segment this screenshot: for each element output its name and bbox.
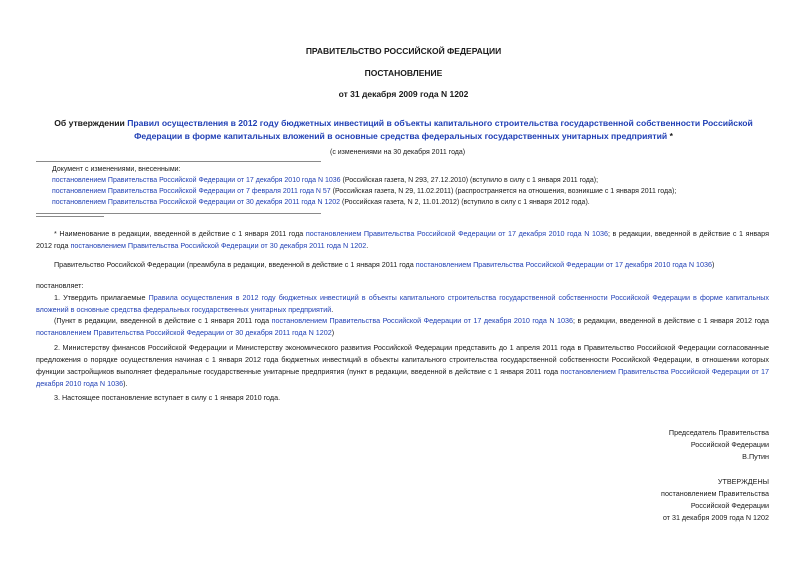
doc-type-heading: ПОСТАНОВЛЕНИЕ [364, 68, 443, 78]
footnote-rule [36, 216, 104, 217]
title-suffix: * [667, 131, 673, 141]
footnote: * Наименование в редакции, введенной в действие с 1 января 2011 года постановлением Правительства Российской Федерации от 17 декабря 2010 года N 1036; в редакции, введенной в действие с 1 января 2012 года постановлением Правительства Российской Федерации от 30 декабря 2011 года N 1202. [36, 229, 769, 250]
approval-date: от 31 декабря 2009 года N 1202 [662, 513, 769, 522]
amendment-note: (с изменениями на 30 декабря 2011 года) [330, 149, 466, 156]
signature-title: Председатель Правительства [668, 428, 769, 437]
preamble: Правительство Российской Федерации (преамбула в редакции, введенной в действие с 1 января 2011 года постановлением Правительства Российской Федерации от 17 декабря 2010 года N 1036) [54, 260, 715, 269]
changes-item-link[interactable]: постановлением Правительства Российской Федерации от 30 декабря 2011 года N 1202 [52, 199, 341, 206]
p1-note-link-2010[interactable]: постановлением Правительства Российской Федерации от 17 декабря 2010 года N 1036 [271, 316, 574, 325]
approval-stamp: УТВЕРЖДЕНЫ постановлением Правительства Российской Федерации от 31 декабря 2009 года N 1202 [520, 476, 769, 524]
decree-word: постановляет: [36, 281, 84, 290]
changes-item-link[interactable]: постановлением Правительства Российской Федерации от 7 февраля 2011 года N 57 [52, 188, 331, 195]
changes-item: постановлением Правительства Российской Федерации от 7 февраля 2011 года N 57 (Российская газета, N 29, 11.02.2011) (распространяется на отношения, возникшие с 1 января 2011 года); [52, 188, 677, 195]
changes-heading: Документ с изменениями, внесенными: [52, 166, 181, 173]
signature-name: В.Путин [742, 452, 769, 461]
signature-block [520, 427, 769, 463]
paragraph-1: 1. Утвердить прилагаемые Правила осуществления в 2012 году бюджетных инвестиций в объекты капитального строительства государственной собственности Российской Федерации в форме капитальных вложений в основные средства федеральных государственных унитарных предприятий. [36, 293, 769, 314]
org-heading: ПРАВИТЕЛЬСТВО РОССИЙСКОЙ ФЕДЕРАЦИИ [305, 46, 502, 56]
paragraph-2: 2. Министерству финансов Российской Федерации и Министерству экономического развития Российской Федерации представить до 1 апреля 2011 года в Правительство Российской Федерации согласованные предложения о порядке осуществления начиная с 1 января 2012 года бюджетных инвестиций в объекты капитального строительства государственной собственности Российской Федерации, в отношении которых функции застройщиков выполняет федеральные государственные унитарные предприятия (пункт в редакции, введенной в действие с 1 января 2011 года постановлением Правительства Российской Федерации от 17 декабря 2010 года N 1036). [36, 343, 770, 388]
footnote-link-2010[interactable]: постановлением Правительства Российской Федерации от 17 декабря 2010 года N 1036 [305, 229, 608, 238]
title-rules-link[interactable]: Правил осуществления в 2012 году бюджетных инвестиций в объекты капитального строительства государственной собственности Российской Федерации в форме капитальных вложений в основные средства федеральных государственных унитарных предприятий [127, 118, 753, 141]
doc-date-number: от 31 декабря 2009 года N 1202 [338, 89, 469, 99]
approval-heading: УТВЕРЖДЕНЫ [717, 477, 769, 486]
changes-item-link[interactable]: постановлением Правительства Российской Федерации от 17 декабря 2010 года N 1036 [52, 177, 341, 184]
title-prefix: Об утверждении [54, 118, 128, 128]
preamble-link[interactable]: постановлением Правительства Российской Федерации от 17 декабря 2010 года N 1036 [415, 260, 713, 269]
changes-item: постановлением Правительства Российской Федерации от 30 декабря 2011 года N 1202 (Российская газета, N 2, 11.01.2012) (вступило в силу с 1 января 2012 года). [52, 199, 590, 206]
divider-bottom [36, 213, 321, 214]
changes-item: постановлением Правительства Российской Федерации от 17 декабря 2010 года N 1036 (Российская газета, N 293, 27.12.2010) (вступило в силу с 1 января 2011 года); [52, 177, 599, 184]
signature-org: Российской Федерации [690, 440, 769, 449]
divider-top [36, 161, 321, 162]
paragraph-1-note: (Пункт в редакции, введенной в действие с 1 января 2011 года постановлением Правительства Российской Федерации от 17 декабря 2010 года N 1036; в редакции, введенной в действие с 1 января 2012 года постановлением Правительства Российской Федерации от 30 декабря 2011 года N 1202) [36, 316, 769, 337]
rules-link[interactable]: Правила осуществления в 2012 году бюджетных инвестиций в объекты капитального строительства государственной собственности Российской Федерации в форме капитальных вложений в основные средства федеральных государственных унитарных предприятий [36, 293, 769, 314]
p2-link[interactable]: постановлением Правительства Российской Федерации от 17 декабря 2010 года N 1036 [36, 367, 770, 388]
paragraph-3: 3. Настоящее постановление вступает в силу с 1 января 2010 года. [54, 393, 281, 402]
p1-note-link-2011[interactable]: постановлением Правительства Российской Федерации от 30 декабря 2011 года N 1202 [36, 328, 332, 337]
changes-block [52, 164, 782, 208]
footnote-link-2011[interactable]: постановлением Правительства Российской Федерации от 30 декабря 2011 года N 1202 [70, 241, 367, 250]
document-title [36, 117, 771, 143]
